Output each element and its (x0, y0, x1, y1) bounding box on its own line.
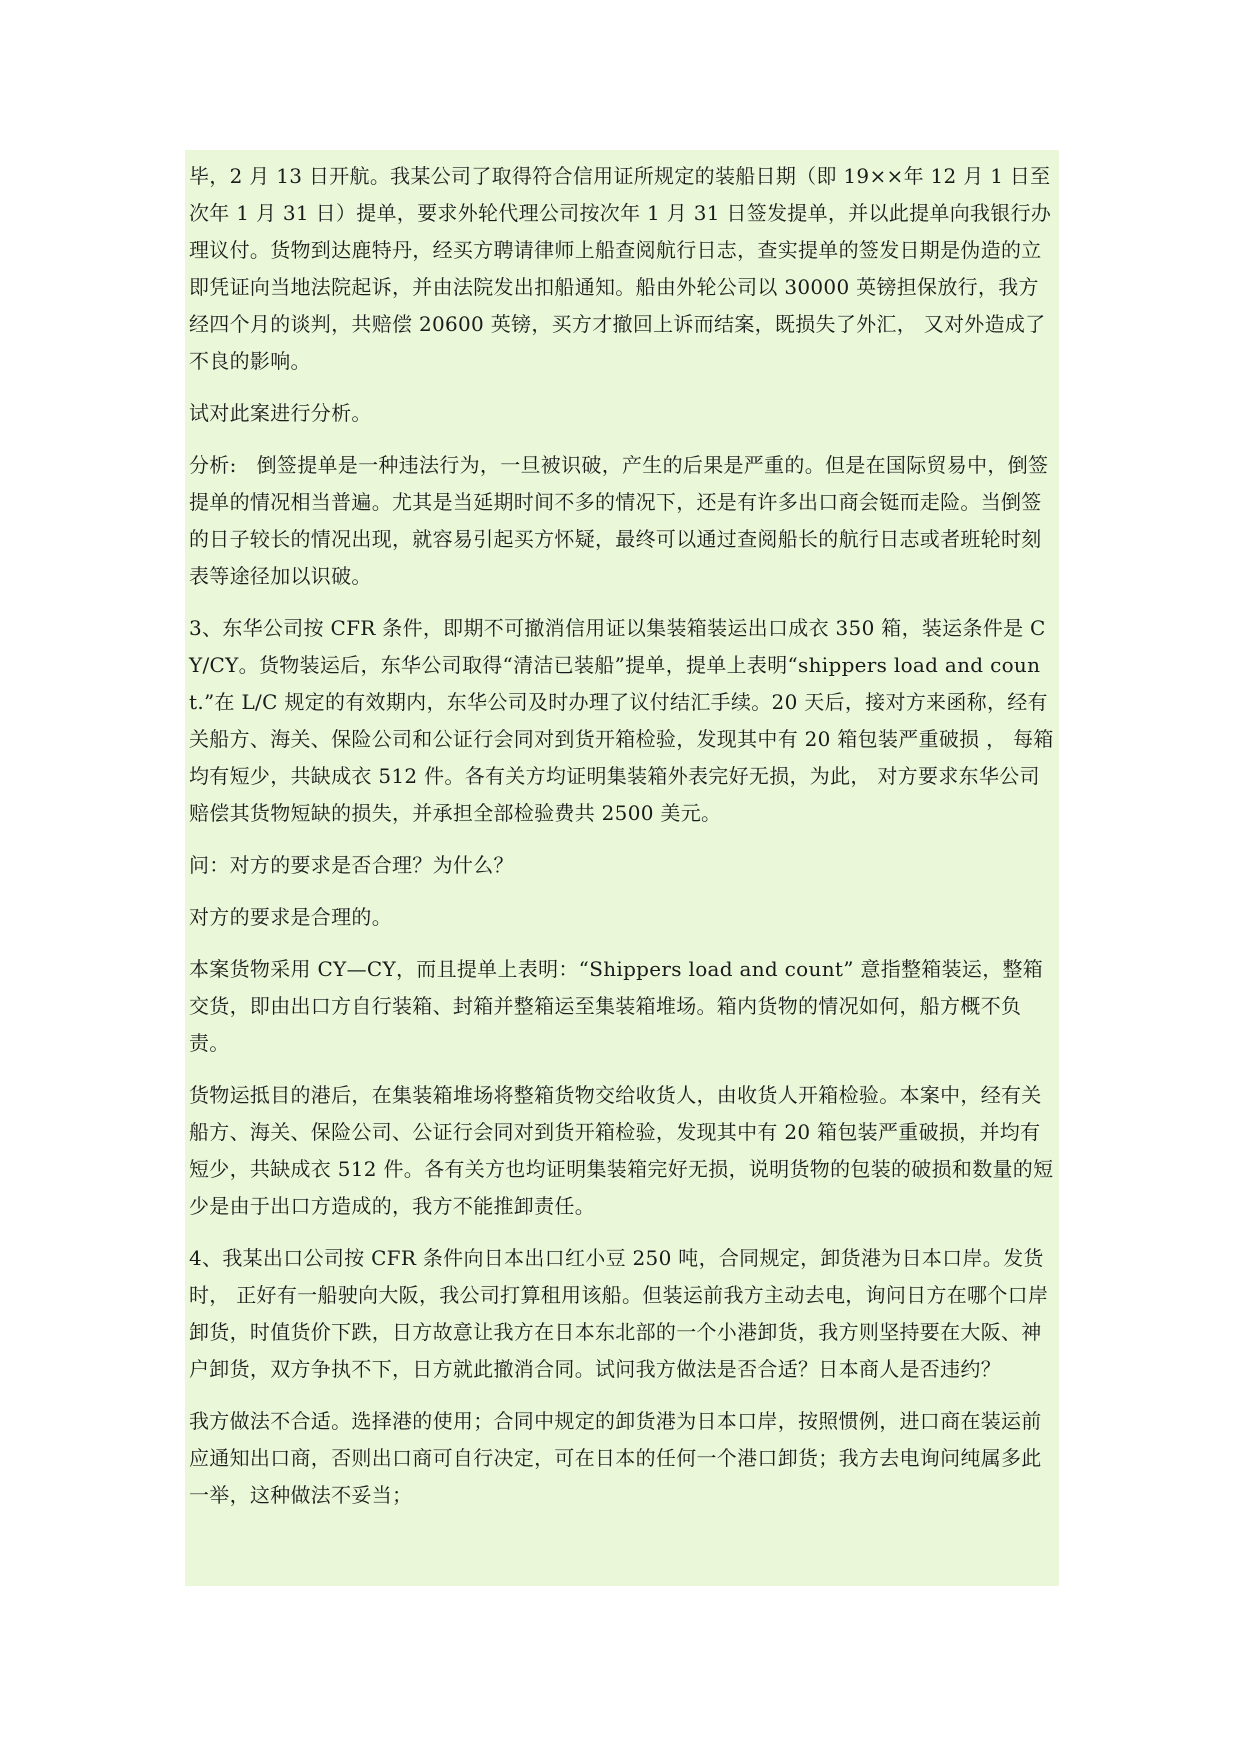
paragraph-case-3: 3、东华公司按 CFR 条件，即期不可撤消信用证以集装箱装运出口成衣 350 箱，装运条件是 CY/CY。货物装运后，东华公司取得“清洁已装船”提单，提单上表明“shippers load and count.”在 L/C 规定的有效期内，东华公司及时办理了议付结汇手续。20 天后，接对方来函称，经有关船方、海关、保险公司和公证行会同对到货开箱检验，发现其中有 20 箱包装严重破损 ， 每箱均有短少，共缺成衣 512 件。各有关方均证明集装箱外表完好无损，为此， 对方要求东华公司赔偿其货物短缺的损失，并承担全部检验费共 2500 美元。 (189, 616, 1054, 825)
paragraph-explanation-3b: 货物运抵目的港后，在集装箱堆场将整箱货物交给收货人，由收货人开箱检验。本案中，经有关船方、海关、保险公司、公证行会同对到货开箱检验，发现其中有 20 箱包装严重破损，并均有短少，共缺成衣 512 件。各有关方也均证明集装箱完好无损，说明货物的包装的破损和数量的短少是由于出口方造成的，我方不能推卸责任。 (189, 1083, 1054, 1218)
highlighted-text-block (185, 150, 1059, 1586)
paragraph-answer-4: 我方做法不合适。选择港的使用；合同中规定的卸货港为日本口岸，按照惯例，进口商在装运前应通知出口商，否则出口商可自行决定，可在日本的任何一个港口卸货；我方去电询问纯属多此一举，这种做法不妥当； (189, 1409, 1042, 1507)
paragraph-question-3: 问：对方的要求是否合理？为什么？ (189, 853, 514, 877)
paragraph-answer-3: 对方的要求是合理的。 (189, 905, 392, 929)
paragraph-case-4: 4、我某出口公司按 CFR 条件向日本出口红小豆 250 吨，合同规定，卸货港为日本口岸。发货时， 正好有一船驶向大阪，我公司打算租用该船。但装运前我方主动去电，询问日方在哪个口岸卸货，时值货价下跌，日方故意让我方在日本东北部的一个小港卸货，我方则坚持要在大阪、神户卸货，双方争执不下，日方就此撤消合同。试问我方做法是否合适？日本商人是否违约？ (189, 1246, 1049, 1381)
paragraph-question-analyze: 试对此案进行分析。 (189, 401, 372, 425)
paragraph-explanation-3a: 本案货物采用 CY—CY，而且提单上表明：“Shippers load and count” 意指整箱装运，整箱交货，即由出口方自行装箱、封箱并整箱运至集装箱堆场。箱内货物的情况如何，船方概不负责。 (189, 957, 1044, 1055)
paragraph-analysis: 分析: 倒签提单是一种违法行为，一旦被识破，产生的后果是严重的。但是在国际贸易中，倒签提单的情况相当普遍。尤其是当延期时间不多的情况下，还是有许多出口商会铤而走险。当倒签的日子较长的情况出现，就容易引起买方怀疑，最终可以通过查阅船长的航行日志或者班轮时刻表等途径加以识破。 (189, 453, 1049, 588)
paragraph-case-narrative: 毕，2 月 13 日开航。我某公司了取得符合信用证所规定的装船日期（即 19××年 12 月 1 日至次年 1 月 31 日）提单，要求外轮代理公司按次年 1 月 31 日签发提单，并以此提单向我银行办理议付。货物到达鹿特丹，经买方聘请律师上船查阅航行日志，查实提单的签发日期是伪造的立即凭证向当地法院起诉，并由法院发出扣船通知。船由外轮公司以 30000 英镑担保放行，我方经四个月的谈判，共赔偿 20600 英镑，买方才撤回上诉而结案，既损失了外汇， 又对外造成了不良的影响。 (189, 164, 1052, 373)
